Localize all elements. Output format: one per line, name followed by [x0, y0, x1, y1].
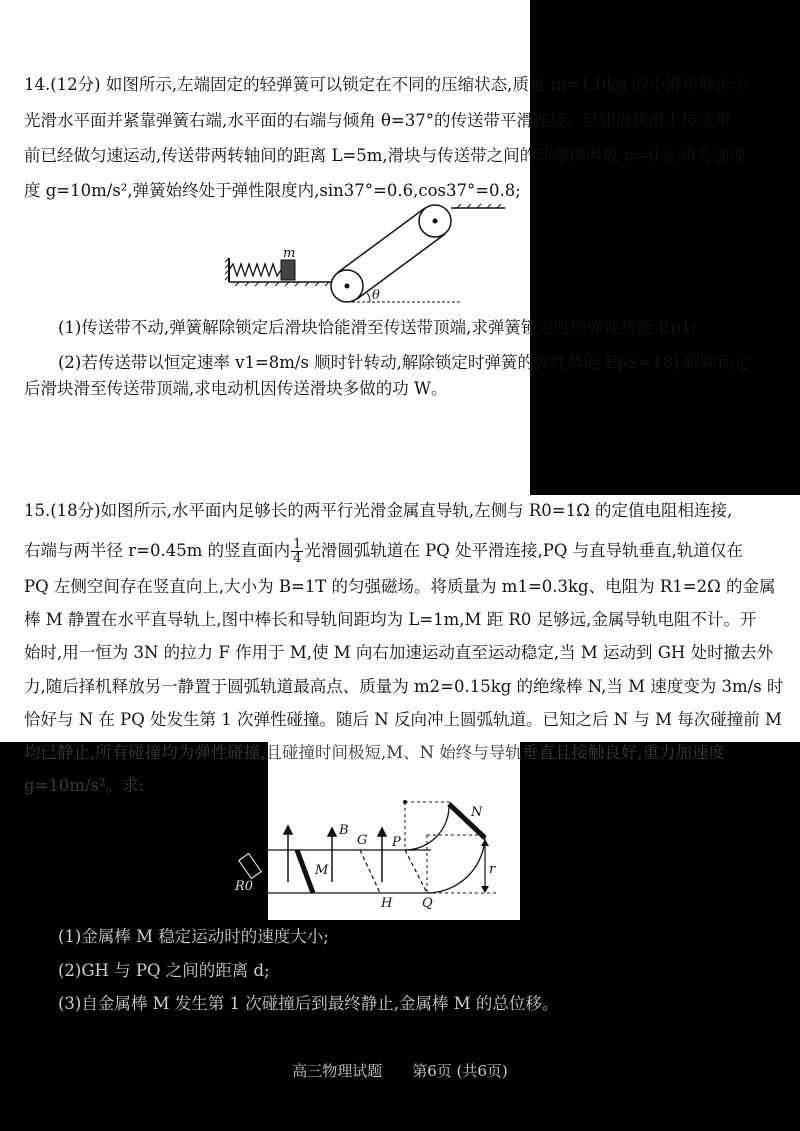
- q14-line-4: 度 g=10m/s²,弹簧始终处于弹性限度内,sin37°=0.6,cos37°=0.8;: [24, 181, 521, 200]
- q15-line-2-pre: 右端与两半径 r=0.45m 的竖直面内: [24, 541, 291, 560]
- q15-line-9: g=10m/s²。求:: [24, 776, 145, 795]
- q15-line-3: PQ 左侧空间存在竖直向上,大小为 B=1T 的匀强磁场。将质量为 m1=0.3kg、电阻为 R1=2Ω 的金属: [24, 577, 776, 596]
- h-label: H: [381, 896, 393, 911]
- belt-lower: [357, 234, 445, 299]
- spring: [229, 264, 281, 276]
- page-footer: 高三物理试题 第6页 (共6页): [292, 1062, 508, 1080]
- g-label: G: [357, 833, 368, 848]
- p-label: P: [392, 835, 401, 850]
- lower-arc: [427, 835, 485, 893]
- q15-line-4: 棒 M 静置在水平直导轨上,图中棒长和导轨间距均为 L=1m,M 距 R0 足够远,金属导轨电阻不计。开: [24, 610, 757, 629]
- belt-upper: [337, 208, 425, 273]
- q14-line-3: 前已经做匀速运动,传送带两转轴间的距离 L=5m,滑块与传送带之间的动摩擦因数 μ=0.5,重力加速: [24, 146, 746, 165]
- q14-sub2-line1: (2)若传送带以恒定速率 v1=8m/s 顺时针转动,解除锁定时弹簧的弹性势能 Ep2=18J,解除锁定: [58, 353, 750, 372]
- q15-line-2: [24, 538, 743, 565]
- gh-line: [360, 850, 380, 893]
- q14-line-1: 14.(12分) 如图所示,左端固定的轻弹簧可以锁定在不同的压缩状态,质量 m=1.0kg 的小滑块静止于: [24, 75, 748, 94]
- m-label: M: [315, 863, 329, 878]
- slider-block: [281, 260, 295, 280]
- fraction-denominator: 4: [293, 551, 302, 566]
- redaction-block-bottom: [268, 920, 520, 1131]
- q15-line-7: 恰好与 N 在 PQ 处发生第 1 次弹性碰撞。随后 N 反向冲上圆弧轨道。已知之后 N 与 M 每次碰撞前 M: [24, 710, 782, 729]
- fraction-numerator: 1: [293, 537, 302, 552]
- quarter-fraction: [291, 538, 303, 565]
- q15-line-5: 始时,用一恒为 3N 的拉力 F 作用于 M,使 M 向右加速运动直至运动稳定,当 M 运动到 GH 处时撤去外: [24, 643, 774, 662]
- r0-label: R0: [235, 879, 254, 894]
- q14-figure: [225, 198, 525, 308]
- q14-line-2: 光滑水平面并紧靠弹簧右端,水平面的右端与倾角 θ=37°的传送带平滑连接。已知滑块滑上传送带: [24, 111, 731, 130]
- pq-line: [405, 850, 427, 893]
- b-label: B: [339, 823, 349, 838]
- q15-sub3: (3)自金属棒 M 发生第 1 次碰撞后到最终静止,金属棒 M 的总位移。: [58, 994, 559, 1013]
- q15-sub1: (1)金属棒 M 稳定运动时的速度大小;: [58, 927, 329, 946]
- q-label: Q: [422, 896, 433, 911]
- q15-figure: [235, 790, 505, 920]
- q14-sub2-line2: 后滑块滑至传送带顶端,求电动机因传送滑块多做的功 W。: [24, 379, 448, 398]
- q15-line-8: 均已静止,所有碰撞均为弹性碰撞,且碰撞时间极短,M、N 始终与导轨垂直且接触良好,重力加速度: [24, 743, 726, 762]
- q15-line-1: 15.(18分)如图所示,水平面内足够长的两平行光滑金属直导轨,左侧与 R0=1Ω 的定值电阻相连接,: [24, 501, 733, 520]
- resistor-r0: [239, 854, 261, 879]
- r-label: r: [489, 862, 496, 877]
- q15-sub2: (2)GH 与 PQ 之间的距离 d;: [58, 961, 270, 980]
- rod-m: [297, 850, 313, 893]
- q15-line-2-post: 光滑圆弧轨道在 PQ 处平滑连接,PQ 与直导轨垂直,轨道仅在: [304, 541, 743, 560]
- mass-label: m: [283, 246, 296, 261]
- n-label: N: [471, 805, 483, 820]
- q15-line-6: 力,随后择机释放另一静置于圆弧轨道最高点、质量为 m2=0.15kg 的绝缘棒 N,当 M 速度变为 3m/s 时: [24, 677, 784, 696]
- q14-sub1: (1)传送带不动,弹簧解除锁定后滑块恰能滑至传送带顶端,求弹簧锁定时的弹性势能 Ep1;: [58, 318, 697, 337]
- angle-label: θ: [372, 288, 380, 303]
